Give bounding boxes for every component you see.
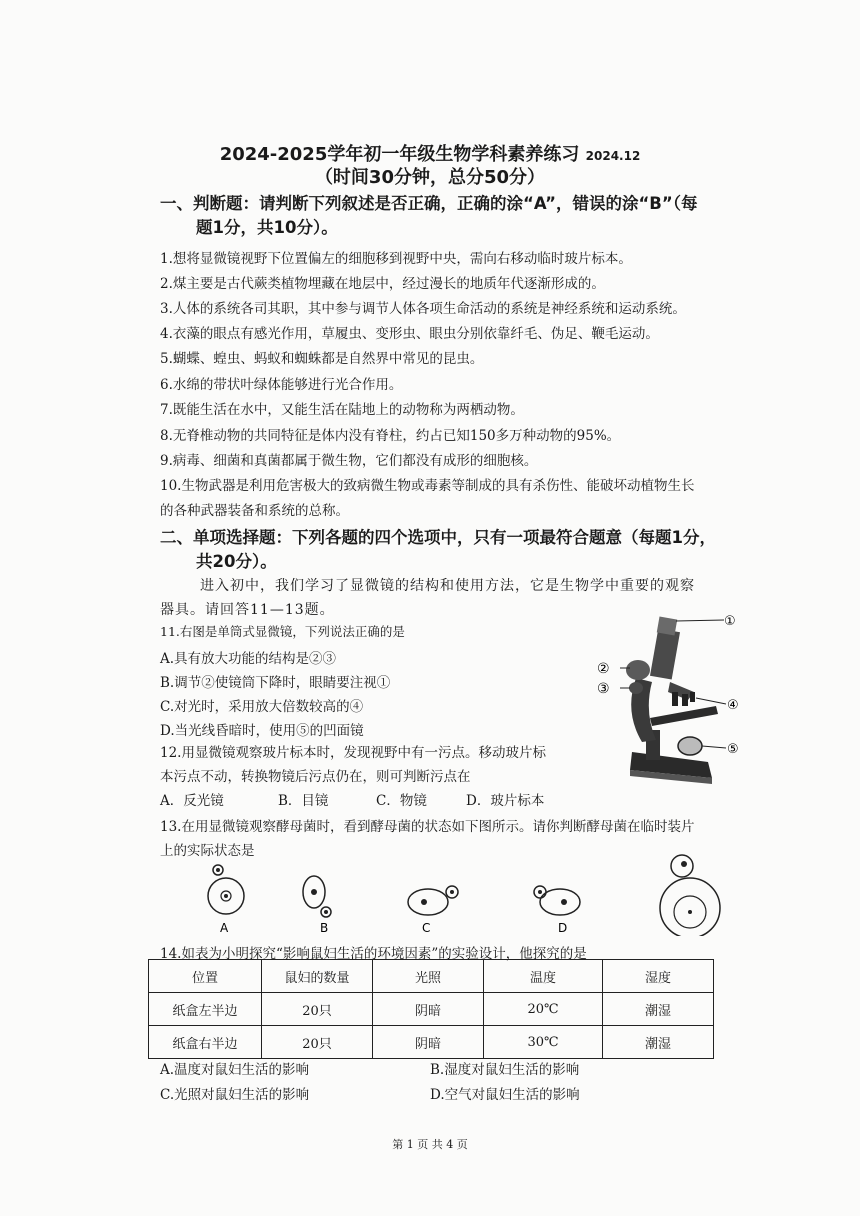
judge-item-3: 3.人体的系统各司其职，其中参与调节人体各项生命活动的系统是神经系统和运动系统。 — [160, 301, 686, 317]
table-header-cell: 鼠妇的数量 — [262, 960, 373, 993]
yeast-label-d: D — [558, 921, 568, 935]
q12-option-d: D．玻片标本 — [466, 793, 545, 809]
table-cell: 潮湿 — [603, 1026, 714, 1059]
judge-item-8: 8.无脊椎动物的共同特征是体内没有脊柱，约占已知150多万种动物的95%。 — [160, 428, 621, 444]
yeast-figure — [190, 850, 730, 936]
microscope-label-3: ③ — [597, 681, 610, 697]
q12-option-b: B．目镜 — [278, 793, 329, 809]
q14-stem: 14.如表为小明探究“影响鼠妇生活的环境因素”的实验设计，他探究的是 — [160, 946, 587, 962]
q12-stem-line2: 本污点不动，转换物镜后污点仍在，则可判断污点在 — [160, 769, 471, 785]
section2-heading-line2: 共20分）。 — [196, 552, 277, 571]
q11-option-c: C.对光时，采用放大倍数较高的④ — [160, 699, 364, 715]
yeast-c — [408, 886, 458, 935]
exam-date: 2024.12 — [585, 149, 641, 163]
q11-stem: 11.右图是单筒式显微镜，下列说法正确的是 — [160, 624, 405, 639]
table-header-cell: 位置 — [149, 960, 262, 993]
yeast-label-a: A — [220, 921, 229, 935]
yeast-label-b: B — [320, 921, 329, 935]
table-cell: 阴暗 — [373, 1026, 484, 1059]
section2-intro-line2: 器具。请回答11—13题。 — [160, 602, 335, 618]
judge-item-10: 10.生物武器是利用危害极大的致病微生物或毒素等制成的具有杀伤性、能破坏动植物生长 — [160, 478, 695, 494]
judge-item-7: 7.既能生活在水中，又能生活在陆地上的动物称为两栖动物。 — [160, 402, 524, 418]
section1-heading-line2: 题1分，共10分）。 — [196, 218, 338, 237]
table-header-cell: 湿度 — [603, 960, 714, 993]
q12-option-c: C．物镜 — [376, 793, 427, 809]
table-cell: 纸盒右半边 — [149, 1026, 262, 1059]
yeast-d — [534, 886, 580, 935]
page-footer: 第 1 页 共 4 页 — [392, 1138, 468, 1151]
table-header-cell: 温度 — [484, 960, 603, 993]
judge-item-5: 5.蝴蝶、蝗虫、蚂蚁和蜘蛛都是自然界中常见的昆虫。 — [160, 351, 484, 367]
table-cell: 纸盒左半边 — [149, 993, 262, 1026]
q12-option-a: A．反光镜 — [160, 793, 224, 809]
table-row — [149, 1026, 714, 1059]
q12-stem-line1: 12.用显微镜观察玻片标本时，发现视野中有一污点。移动玻片标 — [160, 745, 546, 761]
yeast-a — [208, 865, 244, 935]
judge-item-1: 1.想将显微镜视野下位置偏左的细胞移到视野中央，需向右移动临时玻片标本。 — [160, 251, 632, 267]
exam-subtitle: （时间30分钟，总分50分） — [314, 167, 546, 188]
table-cell: 阴暗 — [373, 993, 484, 1026]
microscope-label-4: ④ — [727, 698, 739, 713]
microscope-figure — [590, 612, 750, 788]
q11-option-a: A.具有放大功能的结构是②③ — [160, 651, 337, 667]
table-cell: 20℃ — [484, 993, 603, 1026]
judge-item-10-cont: 的各种武器装备和系统的总称。 — [160, 503, 349, 519]
q13-stem-line2: 上的实际状态是 — [160, 843, 255, 859]
judge-item-4: 4.衣藻的眼点有感光作用，草履虫、变形虫、眼虫分别依靠纤毛、伪足、鞭毛运动。 — [160, 326, 659, 342]
experiment-table — [148, 959, 714, 1059]
microscope-label-5: ⑤ — [727, 742, 739, 757]
section1-heading-line1: 一、判断题：请判断下列叙述是否正确，正确的涂“A”，错误的涂“B”（每 — [160, 194, 698, 213]
table-header-cell: 光照 — [373, 960, 484, 993]
yeast-b — [303, 876, 331, 935]
q11-option-d: D.当光线昏暗时，使用⑤的凹面镜 — [160, 723, 364, 739]
table-cell: 20只 — [262, 993, 373, 1026]
exam-title-main: 2024-2025学年初一年级生物学科素养练习 — [219, 144, 580, 165]
q14-option-c: C.光照对鼠妇生活的影响 — [160, 1087, 310, 1103]
judge-item-9: 9.病毒、细菌和真菌都属于微生物，它们都没有成形的细胞核。 — [160, 453, 538, 469]
table-cell: 20只 — [262, 1026, 373, 1059]
microscope-label-1: ① — [724, 614, 736, 629]
table-row — [149, 993, 714, 1026]
q14-option-b: B.湿度对鼠妇生活的影响 — [430, 1062, 580, 1078]
section2-intro-line1: 进入初中，我们学习了显微镜的结构和使用方法，它是生物学中重要的观察 — [200, 578, 695, 594]
judge-item-2: 2.煤主要是古代蕨类植物埋藏在地层中，经过漫长的地质年代逐渐形成的。 — [160, 276, 605, 292]
q11-option-b: B.调节②使镜筒下降时，眼睛要注视① — [160, 675, 391, 691]
q13-stem-line1: 13.在用显微镜观察酵母菌时，看到酵母菌的状态如下图所示。请你判断酵母菌在临时装片 — [160, 819, 695, 835]
table-cell: 潮湿 — [603, 993, 714, 1026]
q14-option-d: D.空气对鼠妇生活的影响 — [430, 1087, 580, 1103]
q14-option-a: A.温度对鼠妇生活的影响 — [160, 1062, 310, 1078]
yeast-label-c: C — [422, 921, 431, 935]
microscope-label-2: ② — [597, 661, 610, 677]
section2-heading-line1: 二、单项选择题：下列各题的四个选项中，只有一项最符合题意（每题1分， — [160, 528, 716, 547]
judge-item-6: 6.水绵的带状叶绿体能够进行光合作用。 — [160, 377, 403, 393]
table-cell: 30℃ — [484, 1026, 603, 1059]
yeast-observed — [660, 855, 720, 936]
table-header-row — [149, 960, 714, 993]
